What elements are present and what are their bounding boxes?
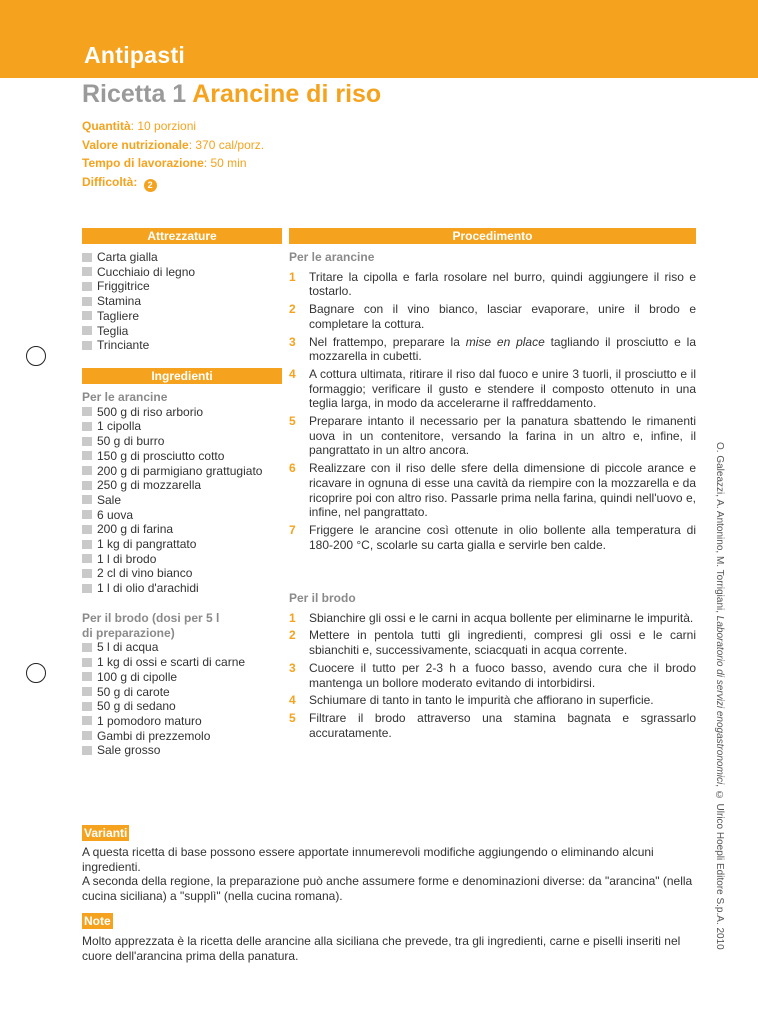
ingredient-item [82, 655, 282, 670]
step-number: 7 [289, 522, 296, 537]
ingredient-item [82, 670, 282, 685]
ingredient-item-label: 1 l di olio d'arachidi [97, 581, 199, 596]
step-text-part: tagliando il prosciutto e la mozzarella in cubetti. [309, 334, 696, 364]
ingredient-item-label: 1 kg di ossi e scarti di carne [97, 655, 246, 670]
ingredient-item-label: 1 kg di pangrattato [97, 537, 197, 552]
quantity-label: Quantità [82, 119, 131, 133]
step-text: Filtrare il brodo attraverso una stamina bagnata e sgrassarlo accuratamente. [309, 710, 696, 740]
bullet-square-icon [82, 466, 92, 475]
ingredient-item [82, 522, 282, 537]
notes-tag: Note [84, 914, 111, 928]
ingredient-item-label: 100 g di cipolle [97, 669, 178, 684]
ingredients-header: Ingredienti [82, 368, 282, 384]
ingredients-brodo [82, 611, 282, 758]
equipment-item [82, 324, 282, 339]
step-text: Preparare intanto il necessario per la panatura sbattendo le rimanenti uova in un contenitore, versando la farina in un altro e, infine, il pangrattato in un altro ancora. [309, 414, 696, 458]
procedure-step [289, 628, 696, 657]
bullet-square-icon [82, 716, 92, 725]
step-text: Sbianchire gli ossi e le carni in acqua bollente per eliminarne le impurità. [309, 610, 694, 625]
step-number: 5 [289, 710, 296, 725]
procedure-step [289, 693, 696, 708]
procedure-step [289, 611, 696, 626]
step-number: 4 [289, 366, 296, 381]
recipe-meta [82, 117, 264, 192]
recipe-name: Arancine di riso [192, 80, 382, 108]
bullet-square-icon [82, 297, 92, 306]
bullet-square-icon [82, 451, 92, 460]
difficulty-separator: : [133, 174, 138, 189]
bullet-square-icon [82, 584, 92, 593]
difficulty-badge: 2 [144, 179, 157, 192]
equipment-item [82, 294, 282, 309]
step-number: 5 [289, 414, 296, 429]
ingredient-item-label: 1 cipolla [97, 419, 142, 434]
ingredient-item-label: Sale grosso [97, 743, 161, 758]
ingredient-item-label: 50 g di burro [97, 434, 165, 449]
difficulty-label: Difficoltà [82, 174, 134, 189]
equipment-item-label: Stamina [97, 294, 142, 309]
step-number: 1 [289, 610, 296, 625]
bullet-square-icon [82, 672, 92, 681]
ingredient-item-label: 1 pomodoro maturo [97, 713, 202, 728]
ingredient-item-label: 6 uova [97, 507, 134, 522]
procedure-step [289, 270, 696, 299]
ingredient-item-label: 500 g di riso arborio [97, 404, 204, 419]
equipment-item-label: Carta gialla [97, 250, 158, 264]
credit-book-title: Laboratorio di servizi enogastronomici [714, 615, 725, 785]
copyright-credit [714, 442, 725, 950]
ingredients-arancine [82, 390, 282, 596]
procedure-brodo [289, 591, 696, 743]
recipe-number: Ricetta 1 [82, 80, 187, 108]
ingredient-item-label: 50 g di sedano [97, 699, 176, 714]
ingredient-item [82, 699, 282, 714]
ingredients-group-title-cont: di preparazione) [82, 625, 175, 640]
step-text [309, 335, 696, 364]
bullet-square-icon [82, 341, 92, 350]
step-number: 6 [289, 461, 296, 476]
ingredient-item-label: 250 g di mozzarella [97, 478, 202, 493]
ingredient-item [82, 508, 282, 523]
binder-hole [26, 663, 46, 683]
procedure-step [289, 711, 696, 740]
step-number: 1 [289, 269, 296, 284]
ingredient-item [82, 729, 282, 744]
bullet-square-icon [82, 643, 92, 652]
step-text-emphasis: mise en place [465, 334, 545, 349]
equipment-item-label: Teglia [97, 323, 129, 338]
ingredient-item-label: 50 g di carote [97, 684, 170, 699]
ingredient-item [82, 714, 282, 729]
variants-paragraph: A seconda della regione, la preparazione può anche assumere forme e denominazioni diverse: da "arancina" (nella cucina siciliana) a "supplì" (nella cucina romana). [82, 874, 693, 904]
equipment-header: Attrezzature [82, 228, 282, 244]
ingredient-item [82, 743, 282, 758]
bullet-square-icon [82, 495, 92, 504]
bullet-square-icon [82, 326, 92, 335]
equipment-item [82, 250, 282, 265]
ingredients-group-title: Per le arancine [82, 390, 168, 404]
bullet-square-icon [82, 407, 92, 416]
step-text: Bagnare con il vino bianco, lasciar evaporare, unire il brodo e completare la cottura. [309, 302, 696, 331]
step-text: Schiumare di tanto in tanto le impurità che affiorano in superficie. [309, 693, 654, 708]
quantity-value: : 10 porzioni [130, 119, 197, 133]
recipe-title [82, 80, 381, 109]
bullet-square-icon [82, 569, 92, 578]
ingredients-group-title: Per il brodo (dosi per 5 l [82, 611, 220, 625]
step-text: Realizzare con il riso delle sfere della dimensione di piccole arance e ricavare in ognuna di esse una cavità da riempire con la mozzarella e da ricoprire poi con altro riso. Passarle prima nella farina, quindi nell'uovo e, infine, nel pangrattato. [309, 461, 696, 520]
step-text: Tritare la cipolla e farla rosolare nel burro, quindi aggiungere il riso e tostarlo. [309, 269, 696, 299]
ingredient-item [82, 581, 282, 596]
bullet-square-icon [82, 253, 92, 262]
bullet-square-icon [82, 311, 92, 320]
equipment-item [82, 309, 282, 324]
bullet-square-icon [82, 554, 92, 563]
bullet-square-icon [82, 540, 92, 549]
equipment-item-label: Trinciante [97, 338, 150, 353]
procedure-step [289, 523, 696, 552]
ingredient-item-label: 5 l di acqua [97, 640, 159, 655]
step-number: 3 [289, 334, 296, 349]
step-number: 3 [289, 660, 296, 675]
procedure-step [289, 461, 696, 520]
ingredient-item [82, 685, 282, 700]
nutrition-label: Valore nutrizionale [82, 137, 189, 152]
ingredient-item-label: 200 g di parmigiano grattugiato [97, 463, 263, 478]
step-text: Cuocere il tutto per 2-3 h a fuoco basso, avendo cura che il brodo mantenga un bollore moderato evitando di intorbidirsi. [309, 660, 696, 690]
section-title: Antipasti [84, 42, 186, 68]
ingredient-item-label: 150 g di prosciutto cotto [97, 448, 225, 463]
equipment-item-label: Friggitrice [97, 279, 150, 294]
procedure-group-title: Per il brodo [289, 591, 356, 605]
ingredient-item-label: 200 g di farina [97, 522, 174, 537]
bullet-square-icon [82, 702, 92, 711]
step-text: A cottura ultimata, ritirare il riso dal fuoco e unire 3 tuorli, il prosciutto e il formaggio; verificare il gusto e stendere il composto ottenuto in una teglia larga, in modo da accelerarne il raffreddamento. [309, 366, 696, 411]
time-value: : 50 min [203, 156, 247, 170]
procedure-arancine [289, 250, 696, 555]
bullet-square-icon [82, 525, 92, 534]
ingredient-item [82, 478, 282, 493]
equipment-item-label: Tagliere [97, 308, 140, 323]
equipment-item [82, 338, 282, 353]
bullet-square-icon [82, 746, 92, 755]
time-label: Tempo di lavorazione [82, 156, 204, 170]
ingredient-item [82, 464, 282, 479]
procedure-group-title: Per le arancine [289, 250, 375, 264]
ingredient-item [82, 493, 282, 508]
variants-text [82, 845, 696, 904]
procedure-step [289, 335, 696, 364]
ingredient-item [82, 640, 282, 655]
procedure-header: Procedimento [289, 228, 696, 244]
equipment-list [82, 250, 282, 353]
step-number: 2 [289, 628, 296, 643]
bullet-square-icon [82, 658, 92, 667]
variants-tag: Varianti [84, 826, 128, 840]
ingredient-item [82, 537, 282, 552]
ingredient-item [82, 405, 282, 420]
ingredient-item-label: Gambi di prezzemolo [97, 728, 211, 743]
ingredient-item [82, 552, 282, 567]
ingredient-item [82, 566, 282, 581]
step-number: 4 [289, 693, 296, 708]
bullet-square-icon [82, 510, 92, 519]
bullet-square-icon [82, 267, 92, 276]
ingredient-item-label: 2 cl di vino bianco [97, 566, 193, 581]
binder-hole [26, 346, 46, 366]
step-text-part: Nel frattempo, preparare la [309, 334, 466, 349]
step-text: Friggere le arancine così ottenute in olio bollente alla temperatura di 180-200 °C, scolarle su carta gialla e servirle ben calde. [309, 522, 696, 552]
bullet-square-icon [82, 731, 92, 740]
procedure-step [289, 367, 696, 411]
ingredient-item [82, 434, 282, 449]
credit-publisher: , © Ulrico Hoepli Editore S.p.A. 2010 [714, 784, 725, 950]
equipment-item-label: Cucchiaio di legno [97, 264, 196, 279]
ingredient-item-label: Sale [97, 492, 122, 507]
equipment-item [82, 265, 282, 280]
bullet-square-icon [82, 437, 92, 446]
procedure-step [289, 661, 696, 690]
variants-paragraph: A questa ricetta di base possono essere apportate innumerevoli modifiche aggiungendo o eliminando alcuni ingredienti. [82, 845, 654, 874]
step-text: Mettere in pentola tutti gli ingredienti, compresi gli ossi e le carni sbianchiti e, successivamente, sciacquati in acqua corrente. [309, 628, 696, 658]
nutrition-value: : 370 cal/porz. [188, 137, 265, 152]
procedure-step [289, 302, 696, 331]
notes-text: Molto apprezzata è la ricetta delle arancine alla siciliana che prevede, tra gli ingredienti, carne e piselli inseriti nel cuore dell'arancina prima della panatura. [82, 934, 681, 963]
bullet-square-icon [82, 282, 92, 291]
bullet-square-icon [82, 687, 92, 696]
step-number: 2 [289, 302, 296, 317]
equipment-item [82, 279, 282, 294]
bullet-square-icon [82, 481, 92, 490]
ingredient-item [82, 449, 282, 464]
bullet-square-icon [82, 422, 92, 431]
procedure-step [289, 414, 696, 458]
ingredient-item-label: 1 l di brodo [97, 551, 157, 566]
ingredient-item [82, 419, 282, 434]
credit-authors: O. Galeazzi, A. Antonino, M. Torrigiani, [714, 442, 725, 616]
